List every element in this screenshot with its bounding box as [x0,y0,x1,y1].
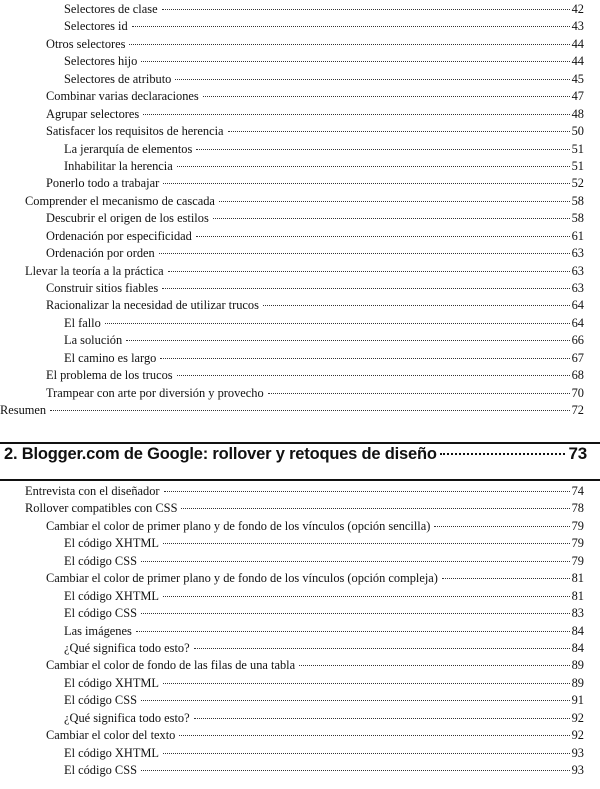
toc-entry-page: 91 [571,693,584,708]
leader-dots [163,182,569,184]
toc-entry [0,727,600,744]
toc-entry [0,123,600,140]
toc-entry-title: Selectores hijo [64,54,138,69]
leader-dots [132,25,570,27]
toc-entry-page: 44 [571,36,584,51]
toc-entry-title: Construir sitios fiables [46,281,159,295]
leader-dots [162,8,570,10]
toc-entry-page: 93 [571,745,584,760]
toc-entry-title: Racionalizar la necesidad de utilizar trucos [46,298,259,313]
leader-dots [141,612,570,614]
toc-entry-page: 92 [571,728,584,743]
toc-entry [0,71,600,88]
toc-entry [0,158,600,175]
leader-dots [268,392,570,394]
leader-dots [141,699,570,701]
leader-dots [203,95,570,97]
toc-entry [0,141,600,158]
toc-entry [0,588,600,605]
toc-entry [0,297,600,314]
toc-entry-title: Entrevista con el diseñador [25,484,160,498]
toc-entry-page: 89 [571,658,584,673]
toc-entry-title: Agrupar selectores [46,106,140,121]
toc-entry [0,1,600,18]
toc-entry-page: 64 [571,315,584,330]
toc-entry-title: El código CSS [64,553,137,568]
toc-entry-page: 89 [571,675,584,690]
toc-entry-page: 84 [571,640,584,655]
chapter-leader-dots [440,452,566,455]
toc-entry [0,385,600,402]
toc-entry-title: El código XHTML [64,536,159,551]
toc-entry [0,367,600,384]
toc-entry-page: 83 [571,606,584,621]
leader-dots [126,339,569,341]
toc-entry [0,332,600,349]
toc-entry-title: El código XHTML [64,588,159,603]
toc-entry-title: El código XHTML [64,745,159,760]
toc-entry-title: Selectores id [64,19,128,34]
toc-entry [0,500,600,517]
leader-dots [141,60,569,62]
toc-entry-page: 58 [571,193,584,208]
toc-entry-page: 52 [571,176,584,191]
toc-entry [0,350,600,367]
leader-dots [50,409,569,411]
leader-dots [160,357,569,359]
toc-entry-page: 51 [571,158,584,173]
toc-entry-title: Cambiar el color del texto [46,728,176,743]
leader-dots [194,717,570,719]
leader-dots [136,630,570,632]
toc-entry [0,657,600,674]
toc-entry-title: El código XHTML [64,675,159,690]
toc-entry-page: 79 [571,536,584,551]
toc-entry-title: La jerarquía de elementos [64,141,193,156]
toc-entry-page: 68 [571,368,584,383]
leader-dots [213,217,570,219]
toc-entry-title: Inhabilitar la herencia [64,158,173,173]
toc-entry [0,570,600,587]
toc-entry-title: Rollover compatibles con CSS [25,501,178,516]
toc-entry-title: Combinar varias declaraciones [46,89,199,104]
toc-entry [0,623,600,640]
toc-entry-page: 81 [571,588,584,603]
leader-dots [179,734,569,736]
leader-dots [163,542,570,544]
chapter-heading [0,444,600,478]
toc-entry-title: Cambiar el color de primer plano y de fondo de los vínculos (opción sencilla) [46,518,431,533]
leader-dots [434,525,569,527]
leader-dots [181,507,569,509]
toc-entry-title: Ordenación por orden [46,246,155,261]
toc-entry-page: 79 [571,553,584,568]
chapter-rule-bottom [0,479,600,481]
leader-dots [196,148,569,150]
leader-dots [194,647,570,649]
toc-entry-page: 66 [571,333,584,348]
leader-dots [164,490,570,492]
toc-entry-title: Cambiar el color de fondo de las filas de una tabla [46,658,296,673]
toc-entry [0,280,600,297]
toc-entry [0,675,600,692]
toc-entry-page: 72 [571,403,584,418]
toc-entry-title: Otros selectores [46,36,126,51]
leader-dots [177,374,570,376]
toc-entry [0,245,600,262]
leader-dots [299,664,570,666]
leader-dots [163,752,570,754]
toc-entry-page: 93 [571,763,584,777]
chapter-page-number: 73 [568,444,587,463]
toc-entry [0,692,600,709]
toc-entry-page: 84 [571,623,584,638]
toc-entry [0,175,600,192]
leader-dots [196,235,570,237]
toc-entry-title: Ordenación por especificidad [46,228,192,243]
toc-entry [0,228,600,245]
toc-entry [0,193,600,210]
toc-entry [0,88,600,105]
toc-entry-page: 63 [571,281,584,295]
toc-entry-title: Las imágenes [64,623,132,638]
toc-entry [0,106,600,123]
toc-entry [0,640,600,657]
toc-entry [0,535,600,552]
toc-entry-page: 78 [571,501,584,516]
toc-entry [0,605,600,622]
leader-dots [162,287,569,289]
toc-entry-page: 67 [571,350,584,365]
leader-dots [177,165,570,167]
toc-entry-page: 79 [571,518,584,533]
toc-entry-page: 61 [571,228,584,243]
chapter-title: 2. Blogger.com de Google: rollover y retoques de diseño [4,445,437,463]
toc-entry-title: Selectores de atributo [64,71,172,86]
toc-entry-title: El código CSS [64,763,137,777]
toc-entry [0,315,600,332]
toc-entry-title: Llevar la teoría a la práctica [25,263,164,278]
toc-entry-title: Trampear con arte por diversión y provecho [46,385,264,400]
leader-dots [141,560,570,562]
toc-entry-page: 58 [571,211,584,226]
toc-entry-page: 74 [571,484,584,498]
toc-entry-title: La solución [64,333,123,348]
toc-entry-title: Descubrir el origen de los estilos [46,211,209,226]
toc-entry-page: 63 [571,263,584,278]
leader-dots [143,113,569,115]
toc-entry [0,483,600,500]
toc-entry-title: ¿Qué significa todo esto? [64,640,190,655]
toc-entry-title: ¿Qué significa todo esto? [64,710,190,725]
leader-dots [163,595,570,597]
toc-entry [0,263,600,280]
toc-entry-page: 63 [571,246,584,261]
leader-dots [442,577,570,579]
toc-entry-page: 45 [571,71,584,86]
toc-entry-title: Ponerlo todo a trabajar [46,176,160,191]
leader-dots [105,322,570,324]
toc-entry-page: 70 [571,385,584,400]
toc-entry [0,18,600,35]
toc-entry [0,710,600,727]
toc-entry-page: 92 [571,710,584,725]
toc-entry-page: 48 [571,106,584,121]
toc-entry-page: 42 [571,2,584,16]
toc-entry-title: El fallo [64,315,101,330]
toc-entry [0,402,600,419]
leader-dots [163,682,570,684]
leader-dots [175,78,569,80]
leader-dots [228,130,570,132]
toc-entry [0,53,600,70]
leader-dots [159,252,570,254]
toc-section-bottom [0,483,600,779]
toc-entry-page: 81 [571,571,584,586]
toc-entry [0,210,600,227]
leader-dots [263,304,570,306]
toc-entry [0,518,600,535]
toc-entry-page: 47 [571,89,584,104]
toc-section-top [0,1,600,420]
leader-dots [129,43,569,45]
leader-dots [141,769,570,771]
toc-entry [0,36,600,53]
leader-dots [168,270,570,272]
toc-entry-title: Comprender el mecanismo de cascada [25,193,215,208]
toc-entry-page: 43 [571,19,584,34]
toc-entry-title: Selectores de clase [64,2,158,16]
leader-dots [219,200,570,202]
toc-entry-title: Resumen [0,403,47,418]
toc-entry-title: El código CSS [64,606,137,621]
toc-entry-title: El camino es largo [64,350,157,365]
toc-entry [0,553,600,570]
toc-entry [0,745,600,762]
toc-entry-title: El problema de los trucos [46,368,173,383]
toc-entry-title: Cambiar el color de primer plano y de fondo de los vínculos (opción compleja) [46,571,438,586]
toc-entry-page: 44 [571,54,584,69]
toc-entry-page: 64 [571,298,584,313]
toc-entry-page: 50 [571,124,584,139]
toc-entry-page: 51 [571,141,584,156]
toc-entry-title: El código CSS [64,693,137,708]
toc-entry [0,762,600,779]
toc-entry-title: Satisfacer los requisitos de herencia [46,124,224,139]
